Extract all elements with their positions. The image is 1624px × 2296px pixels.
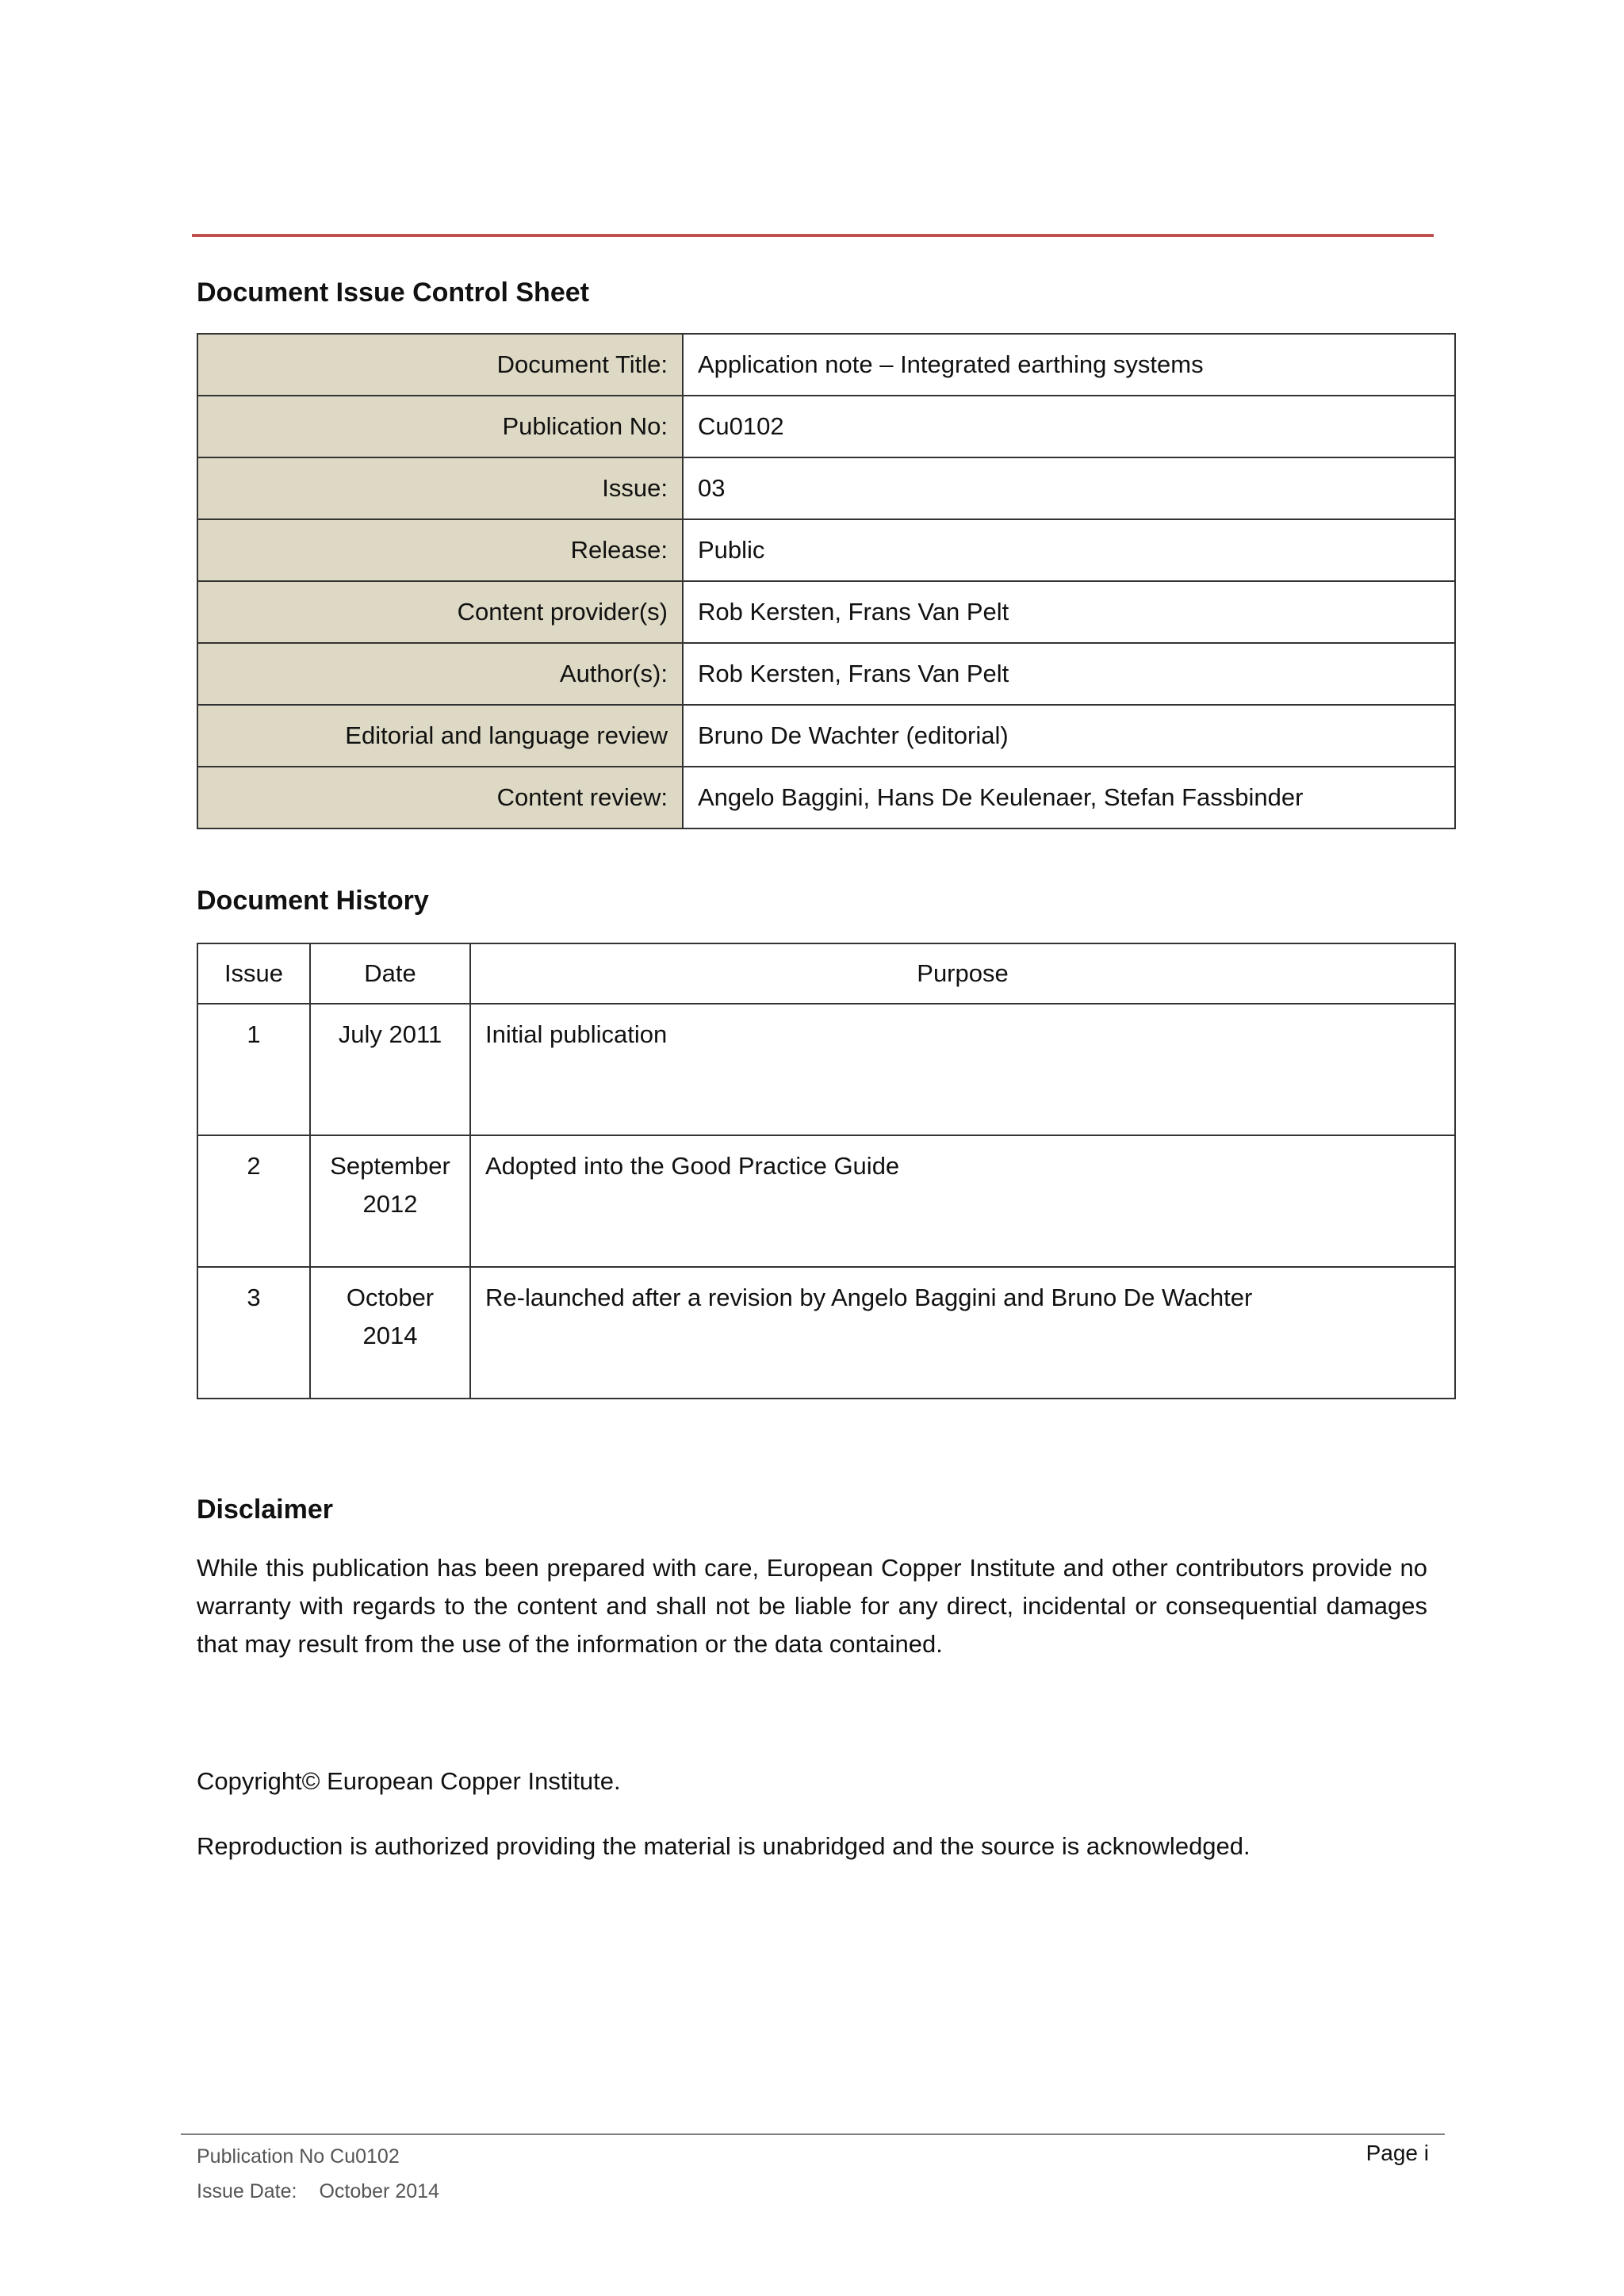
control-label: Content review:	[197, 767, 683, 828]
history-date: July 2011	[310, 1004, 470, 1135]
table-row	[197, 643, 1455, 705]
table-row	[197, 1135, 1455, 1267]
control-value: Bruno De Wachter (editorial)	[683, 705, 1455, 767]
control-sheet-heading: Document Issue Control Sheet	[197, 277, 589, 308]
footer-issue-value: October 2014	[319, 2180, 439, 2202]
footer-publication: Publication No Cu0102	[197, 2145, 400, 2168]
history-purpose: Adopted into the Good Practice Guide	[470, 1135, 1455, 1267]
table-row	[197, 1004, 1455, 1135]
table-row	[197, 519, 1455, 581]
control-label: Release:	[197, 519, 683, 581]
header-rule	[192, 234, 1434, 237]
column-header-purpose: Purpose	[470, 943, 1455, 1004]
history-date: October 2014	[310, 1267, 470, 1399]
control-sheet-table	[197, 333, 1456, 829]
table-row	[197, 457, 1455, 519]
control-value: Application note – Integrated earthing systems	[683, 334, 1455, 396]
history-purpose: Re-launched after a revision by Angelo Baggini and Bruno De Wachter	[470, 1267, 1455, 1399]
disclaimer-heading: Disclaimer	[197, 1494, 333, 1525]
reproduction-text: Reproduction is authorized providing the material is unabridged and the source is acknowledged.	[197, 1832, 1251, 1860]
footer-issue-label: Issue Date:	[197, 2180, 297, 2202]
history-purpose: Initial publication	[470, 1004, 1455, 1135]
control-label: Document Title:	[197, 334, 683, 396]
control-value: Rob Kersten, Frans Van Pelt	[683, 643, 1455, 705]
table-row	[197, 334, 1455, 396]
table-row	[197, 1267, 1455, 1399]
control-value: 03	[683, 457, 1455, 519]
control-value: Cu0102	[683, 396, 1455, 457]
control-label: Issue:	[197, 457, 683, 519]
disclaimer-text: While this publication has been prepared with care, European Copper Institute and other contributors provide no warranty with regards to the content and shall not be liable for any direct, incidental or consequential damages that may result from the use of the information or the data contained.	[197, 1554, 1427, 1658]
history-issue: 2	[197, 1135, 310, 1267]
control-label: Publication No:	[197, 396, 683, 457]
history-date: September 2012	[310, 1135, 470, 1267]
history-heading: Document History	[197, 886, 429, 916]
history-table	[197, 943, 1456, 1399]
page-number: Page i	[1365, 2141, 1429, 2165]
table-row	[197, 767, 1455, 828]
table-row	[197, 705, 1455, 767]
table-row	[197, 581, 1455, 643]
table-row	[197, 396, 1455, 457]
control-value: Public	[683, 519, 1455, 581]
control-label: Content provider(s)	[197, 581, 683, 643]
control-value: Rob Kersten, Frans Van Pelt	[683, 581, 1455, 643]
footer-rule	[181, 2133, 1445, 2135]
history-issue: 1	[197, 1004, 310, 1135]
column-header-issue: Issue	[197, 943, 310, 1004]
control-value: Angelo Baggini, Hans De Keulenaer, Stefan Fassbinder	[683, 767, 1455, 828]
control-label: Author(s):	[197, 643, 683, 705]
control-label: Editorial and language review	[197, 705, 683, 767]
column-header-date: Date	[310, 943, 470, 1004]
table-header-row	[197, 943, 1455, 1004]
copyright-text: Copyright© European Copper Institute.	[197, 1767, 621, 1795]
footer-issue-date	[197, 2180, 439, 2203]
history-issue: 3	[197, 1267, 310, 1399]
